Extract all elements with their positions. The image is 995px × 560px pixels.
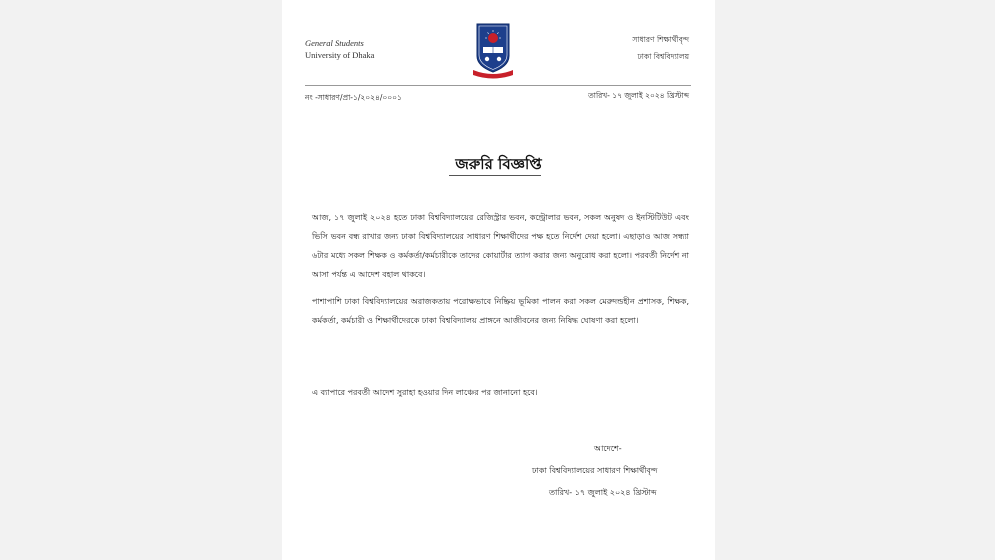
org-line-2: University of Dhaka [305,50,375,60]
signature-line-1: আদেশে- [594,444,622,453]
title-underline [449,175,541,176]
university-crest-icon [471,22,515,80]
signature-block [532,438,657,504]
header-right-line-2: ঢাকা বিশ্ববিদ্যালয় [637,52,689,61]
notice-title: জরুরি বিজ্ঞপ্তি [455,155,542,173]
notice-paragraph-2: পাশাপাশি ঢাকা বিশ্ববিদ্যালয়ের অরাজকতায় পরোক্ষভাবে নিষ্ক্রিয় ভূমিকা পালন করা সকল মেরুদন্ডহীন প্রশাসক, শিক্ষক, কর্মকর্তা, কর্মচারী ও শিক্ষার্থীদেরকে ঢাকা বিশ্ববিদ্যালয় প্রাঙ্গনে আজীবনের জন্য নিষিদ্ধ ঘোষণা করা হলো। [312,297,689,325]
notice-date: তারিখ- ১৭ জুলাই ২০২৪ খ্রিস্টাব্দ [588,91,689,100]
notice-paragraph-1: আজ, ১৭ জুলাই ২০২৪ হতে ঢাকা বিশ্ববিদ্যালয়ের রেজিস্ট্রার ভবন, কন্ট্রোলার ভবন, সকল অনুষদ ও ইনস্টিটিউট এবং ভিসি ভবন বন্ধ রাখার জন্য ঢাকা বিশ্ববিদ্যালয়ের সাধারণ শিক্ষার্থীদের পক্ষ হতে নির্দেশ দেয়া হলো। এছাড়াও আজ সন্ধ্যা ৬টার মধ্যে সকল শিক্ষক ও কর্মকর্তা/কর্মচারীকে তাদের কোয়ার্টার ত্যাগ করার জন্য অনুরোধ করা হলো। পরবর্তী নির্দেশ না আসা পর্যন্ত এ আদেশ বহাল থাকবে। [312,213,689,279]
reference-number: নং -সাধারণ/প্রা-১/২০২৪/০০০১ [305,93,402,102]
signature-line-3: তারিখ- ১৭ জুলাই ২০২৪ খ্রিস্টাব্দ [549,488,657,497]
notice-paragraph-3: এ ব্যাপারে পরবর্তী আদেশ সুরাহা হওয়ার দিন লাঞ্চের পর জানানো হবে। [312,388,538,397]
header-divider [305,85,691,86]
header-org [305,37,374,61]
header-right [632,31,689,65]
header-right-line-1: সাধারণ শিক্ষার্থীবৃন্দ [632,35,689,44]
notice-page [282,0,715,560]
org-line-1: General Students [305,38,364,48]
signature-line-2: ঢাকা বিশ্ববিদ্যালয়ের সাধারণ শিক্ষার্থীবৃন্দ [532,466,658,475]
